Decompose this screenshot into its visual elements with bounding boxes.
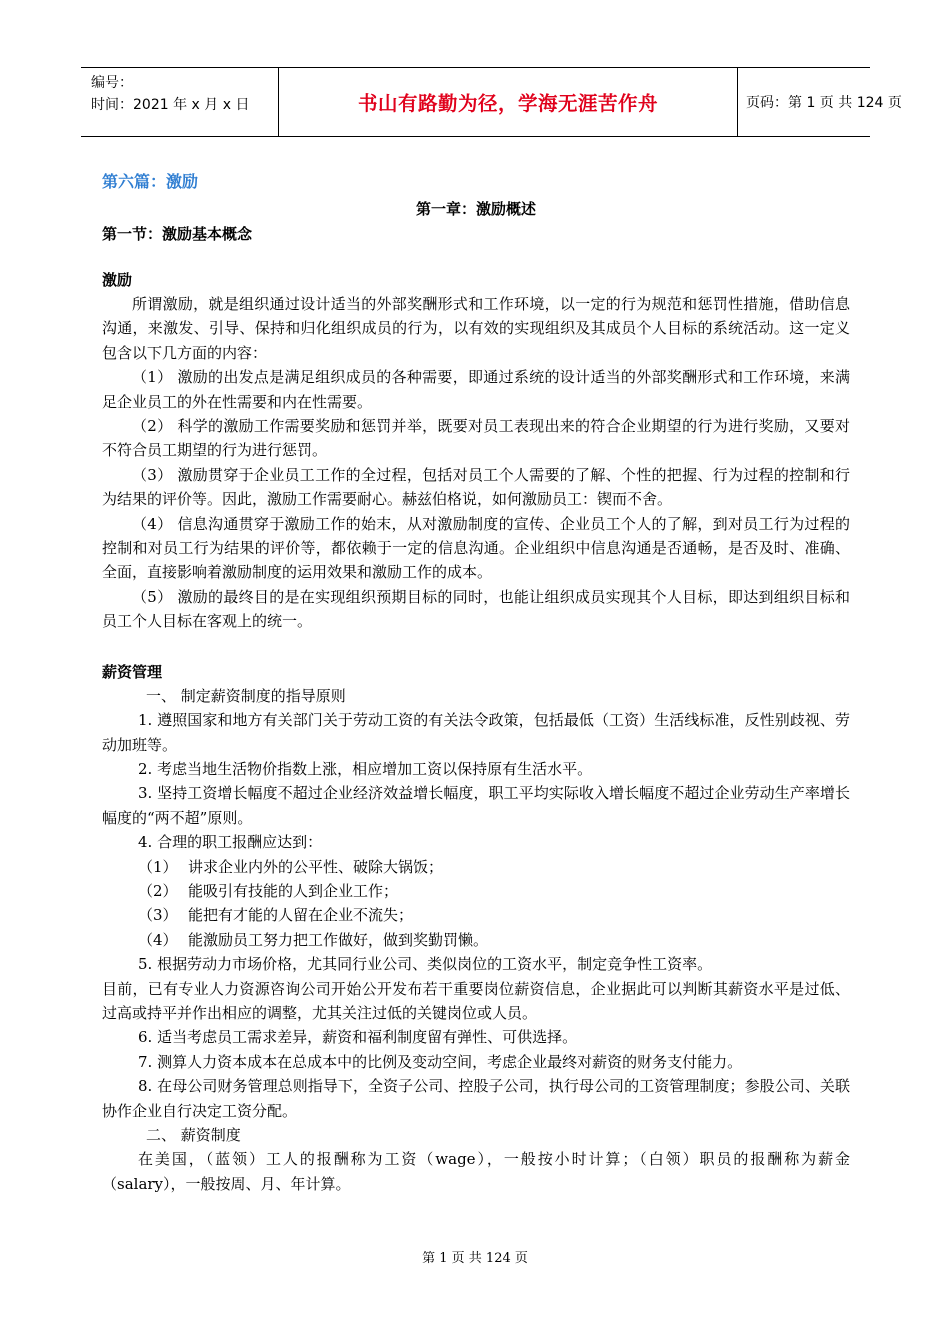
paragraph: （4） 信息沟通贯穿于激励工作的始末，从对激励制度的宣传、企业员工个人的了解，到对员工行为过程的控制和对员工行为结果的评价等，都依赖于一定的信息沟通。企业组织中信息沟通是否通畅，是否及时、准确、全面，直接影响着激励制度的运用效果和激励工作的成本。 (102, 514, 850, 582)
header-page-info: 页码：第 1 页 共 124 页 (746, 95, 902, 111)
section-title: 第一节：激励基本概念 (102, 225, 253, 243)
paragraph: 4. 合理的职工报酬应达到： (138, 833, 323, 852)
paragraph: （1） 激励的出发点是满足组织成员的各种需要，即通过系统的设计适当的外部奖酬形式和工作环境，来满足企业员工的外在性需要和内在性需要。 (102, 368, 850, 411)
heading-motivation: 激励 (102, 271, 133, 289)
paragraph: 2. 考虑当地生活物价指数上涨，相应增加工资以保持原有生活水平。 (138, 759, 593, 778)
paragraph: 在美国，（蓝领）工人的报酬称为工资（wage），一般按小时计算；（白领）职员的报酬称为薪金（salary），一般按周、月、年计算。 (102, 1150, 850, 1193)
time-label: 时间：2021 年 x 月 x 日 (91, 97, 250, 113)
list-item: （2） 能吸引有技能的人到企业工作； (138, 881, 399, 900)
header-meta (81, 68, 279, 136)
paragraph: 8. 在母公司财务管理总则指导下，全资子公司、控股子公司，执行母公司的工资管理制度；参股公司、关联协作企业自行决定工资分配。 (102, 1077, 850, 1120)
paragraph: 5. 根据劳动力市场价格，尤其同行业公司、类似岗位的工资水平，制定竞争性工资率。 (138, 955, 713, 974)
header-table (81, 67, 902, 137)
number-label: 编号： (91, 75, 133, 91)
paragraph: （3） 激励贯穿于企业员工工作的全过程，包括对员工个人需要的了解、个性的把握、行为过程的控制和行为结果的评价等。因此，激励工作需要耐心。赫兹伯格说，如何激励员工：锲而不舍。 (102, 465, 850, 509)
chapter-title: 第一章：激励概述 (415, 200, 536, 218)
heading-salary: 薪资管理 (102, 662, 163, 681)
paragraph: （2） 科学的激励工作需要奖励和惩罚并举，既要对员工表现出来的符合企业期望的行为进行奖励，又要对不符合员工期望的行为进行惩罚。 (102, 417, 850, 460)
document-body (102, 168, 850, 1196)
part-title: 第六篇：激励 (102, 172, 199, 191)
page-footer: 第 1 页 共 124 页 (422, 1251, 528, 1266)
paragraph: （5） 激励的最终目的是在实现组织预期目标的同时，也能让组织成员实现其个人目标，即达到组织目标和员工个人目标在客观上的统一。 (102, 587, 850, 631)
subheading: 一、 制定薪资制度的指导原则 (146, 686, 346, 705)
list-item: （3） 能把有才能的人留在企业不流失； (138, 906, 414, 925)
subheading: 二、 薪资制度 (146, 1126, 241, 1144)
paragraph: 目前，已有专业人力资源咨询公司开始公开发布若干重要岗位薪资信息，企业据此可以判断其薪资水平是过低、过高或持平并作出相应的调整，尤其关注过低的关键岗位或人员。 (102, 979, 850, 1022)
paragraph: 所谓激励，就是组织通过设计适当的外部奖酬形式和工作环境，以一定的行为规范和惩罚性措施，借助信息沟通，来激发、引导、保持和归化组织成员的行为，以有效的实现组织及其成员个人目标的系统活动。这一定义包含以下几方面的内容： (102, 295, 850, 362)
list-item: （1） 讲求企业内外的公平性、破除大锅饭； (138, 857, 444, 876)
paragraph: 1. 遵照国家和地方有关部门关于劳动工资的有关法令政策，包括最低（工资）生活线标准，反性别歧视、劳动加班等。 (102, 711, 850, 754)
header-motto: 书山有路勤为径，学海无涯苦作舟 (279, 68, 738, 136)
paragraph: 7. 测算人力资本成本在总成本中的比例及变动空间，考虑企业最终对薪资的财务支付能力。 (138, 1052, 743, 1071)
paragraph: 3. 坚持工资增长幅度不超过企业经济效益增长幅度，职工平均实际收入增长幅度不超过企业劳动生产率增长幅度的“两不超”原则。 (102, 784, 850, 827)
list-item: （4） 能激励员工努力把工作做好，做到奖勤罚懒。 (138, 930, 489, 949)
paragraph: 6. 适当考虑员工需求差异，薪资和福利制度留有弹性、可供选择。 (138, 1028, 578, 1047)
